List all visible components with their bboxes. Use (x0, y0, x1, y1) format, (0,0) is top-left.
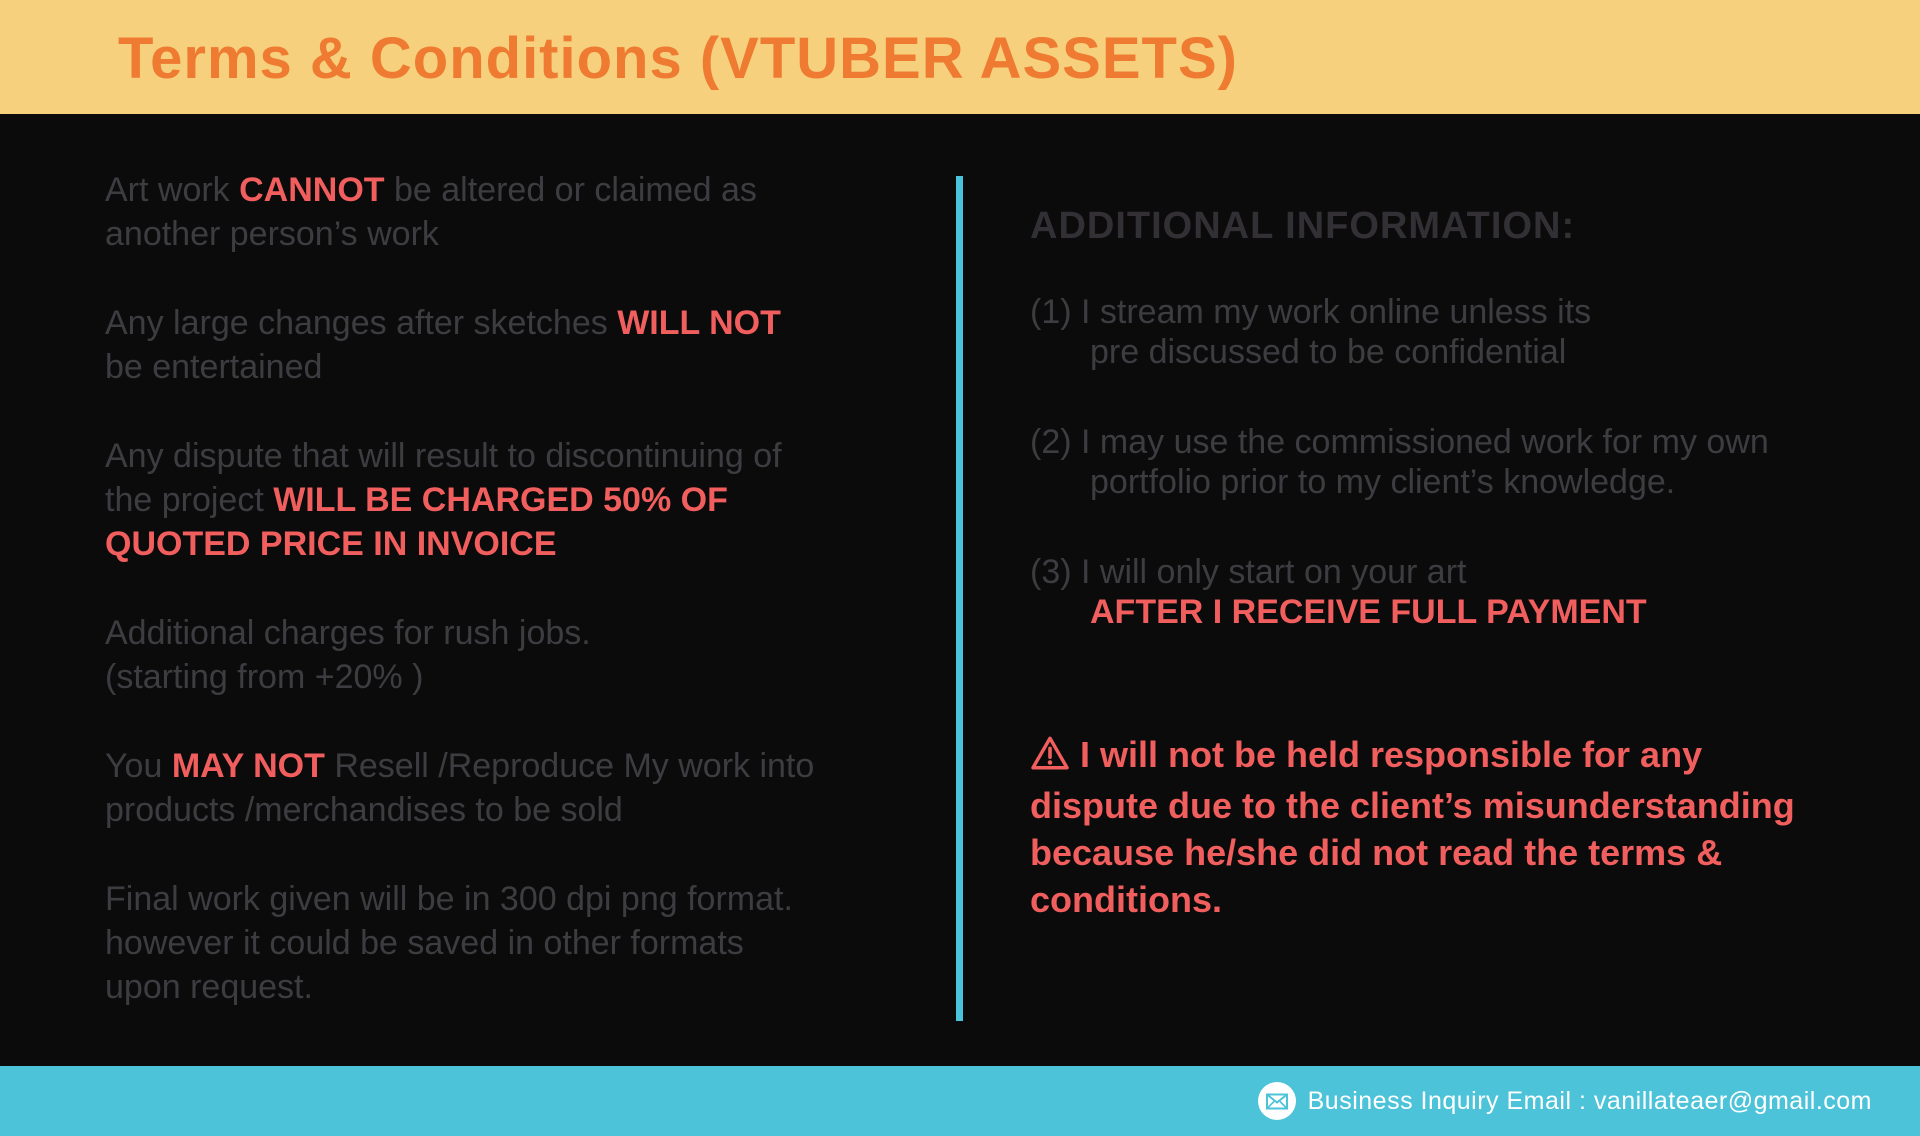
body-text: the project (105, 481, 274, 519)
highlight-text: CANNOT (239, 171, 385, 209)
additional-info-heading: ADDITIONAL INFORMATION: (1030, 205, 1576, 247)
warning-triangle-icon (1030, 735, 1070, 782)
body-text: Additional charges for rush jobs. (105, 614, 591, 652)
term-paragraph (105, 301, 955, 389)
warning-text: I will not be held responsible for any dispute due to the client’s misunderstanding because he/she did not read the terms & conditions. (1030, 734, 1795, 920)
body-text: (3) I will only start on your art (1030, 553, 1467, 591)
body-text: be altered or claimed as (384, 171, 757, 209)
body-text: upon request. (105, 968, 313, 1006)
body-text: (2) I may use the commissioned work for my own (1030, 423, 1769, 461)
body-text: You (105, 747, 172, 785)
title-banner (0, 0, 1920, 114)
term-paragraph (105, 168, 955, 256)
body-text: products /merchandises to be sold (105, 791, 623, 829)
body-text: Any dispute that will result to discontinuing of (105, 437, 782, 475)
highlight-text: QUOTED PRICE IN INVOICE (105, 525, 557, 563)
terms-list (105, 168, 955, 1054)
highlight-text: WILL NOT (617, 304, 781, 342)
body-text: Any large changes after sketches (105, 304, 618, 342)
footer-email-text: Business Inquiry Email : vanillateaer@gmail.com (1307, 1086, 1872, 1115)
info-item (1030, 552, 1910, 632)
highlight-text: MAY NOT (171, 747, 325, 785)
body-text: another person’s work (105, 215, 439, 253)
highlight-text: WILL BE CHARGED 50% OF (273, 481, 728, 519)
highlight-text: AFTER I RECEIVE FULL PAYMENT (1090, 593, 1647, 631)
body-text: Art work (105, 171, 240, 209)
additional-info-list (1030, 292, 1910, 632)
info-item (1030, 422, 1910, 502)
body-text: (starting from +20% ) (105, 658, 424, 696)
warning-note (1030, 731, 1910, 923)
footer-bar (0, 1066, 1920, 1136)
page-title: Terms & Conditions (VTUBER ASSETS) (118, 26, 1238, 91)
additional-info-section (1030, 204, 1910, 682)
column-divider (956, 176, 963, 1021)
body-text: pre discussed to be confidential (1090, 333, 1567, 371)
body-text: however it could be saved in other formats (105, 924, 744, 962)
term-paragraph (105, 744, 955, 832)
term-paragraph (105, 611, 955, 699)
body-text: Resell /Reproduce My work into (324, 747, 815, 785)
term-paragraph (105, 434, 955, 566)
body-text: Final work given will be in 300 dpi png format. (105, 880, 793, 918)
body-text: (1) I stream my work online unless its (1030, 293, 1592, 331)
body-text: portfolio prior to my client’s knowledge. (1090, 463, 1676, 501)
body-text: be entertained (105, 348, 323, 386)
envelope-icon (1258, 1082, 1296, 1120)
term-paragraph (105, 877, 955, 1009)
info-item (1030, 292, 1910, 372)
